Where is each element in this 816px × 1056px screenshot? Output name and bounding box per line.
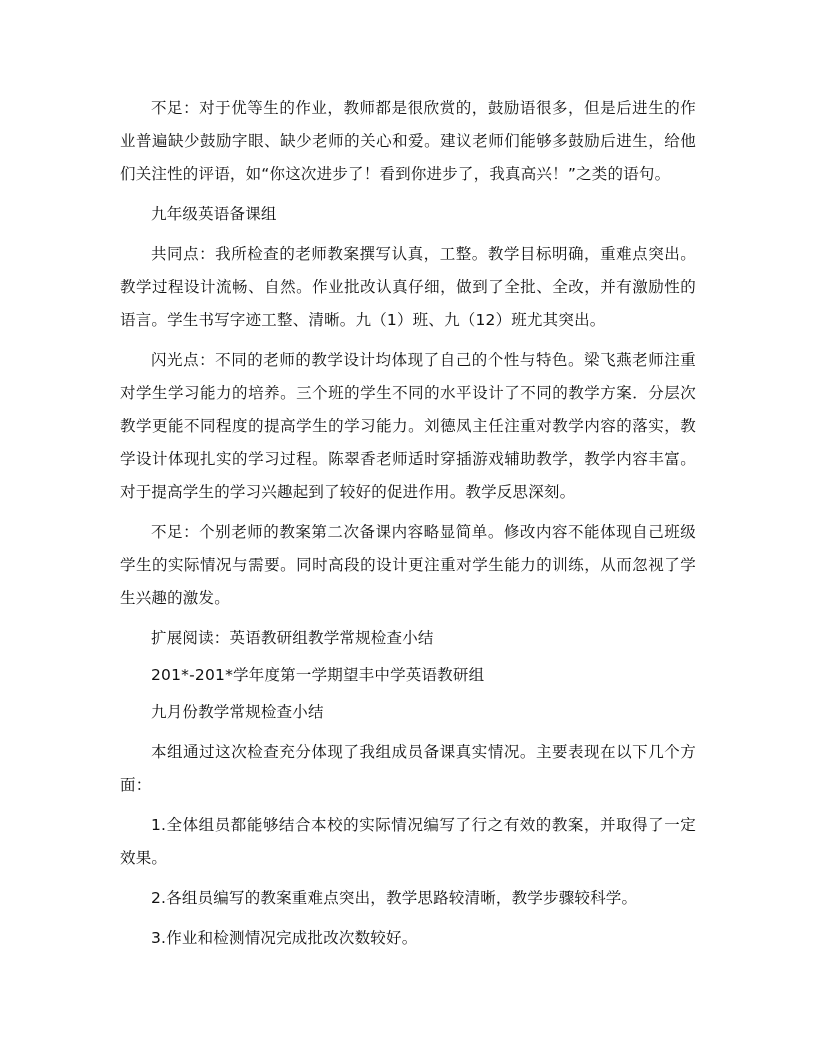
september-check-heading: 九月份教学常规检查小结: [151, 703, 324, 721]
extended-reading-title: 扩展阅读：英语教研组教学常规检查小结: [151, 629, 434, 647]
paragraph-shortcomings-lesson-plans: 不足：个别老师的教案第二次备课内容略显简单。修改内容不能体现自己班级学生的实际情况与需要。同时高段的设计更注重对学生能力的训练，从而忽视了学生兴趣的激发。: [120, 523, 696, 607]
section-heading-grade9-english: 九年级英语备课组: [151, 205, 277, 223]
list-item-3: 3.作业和检测情况完成批改次数较好。: [151, 929, 418, 947]
document-body: [120, 92, 696, 955]
paragraph-common-points: 共同点：我所检查的老师教案撰写认真，工整。教学目标明确，重难点突出。教学过程设计流畅、自然。作业批改认真仔细，做到了全批、全改，并有激励性的语言。学生书写字迹工整、清晰。九（1）班、九（12）班尤其突出。: [120, 245, 696, 329]
school-year-heading: 201*-201*学年度第一学期望丰中学英语教研组: [151, 666, 485, 684]
list-item-1: 1.全体组员都能够结合本校的实际情况编写了行之有效的教案，并取得了一定效果。: [120, 816, 696, 867]
paragraph-highlights: 闪光点：不同的老师的教学设计均体现了自己的个性与特色。梁飞燕老师注重对学生学习能力的培养。三个班的学生不同的水平设计了不同的教学方案．分层次教学更能不同程度的提高学生的学习能力。刘德凤主任注重对教学内容的落实，教学设计体现扎实的学习过程。陈翠香老师适时穿插游戏辅助教学，教学内容丰富。对于提高学生的学习兴趣起到了较好的促进作用。教学反思深刻。: [120, 351, 696, 501]
paragraph-summary-intro: 本组通过这次检查充分体现了我组成员备课真实情况。主要表现在以下几个方面：: [120, 743, 696, 794]
paragraph-shortcomings-homework: 不足：对于优等生的作业，教师都是很欣赏的，鼓励语很多，但是后进生的作业普遍缺少鼓励字眼、缺少老师的关心和爱。建议老师们能够多鼓励后进生，给他们关注性的评语，如“你这次进步了！看到你进步了，我真高兴！”之类的语句。: [120, 99, 696, 183]
list-item-2: 2.各组员编写的教案重难点突出，教学思路较清晰，教学步骤较科学。: [151, 889, 638, 907]
